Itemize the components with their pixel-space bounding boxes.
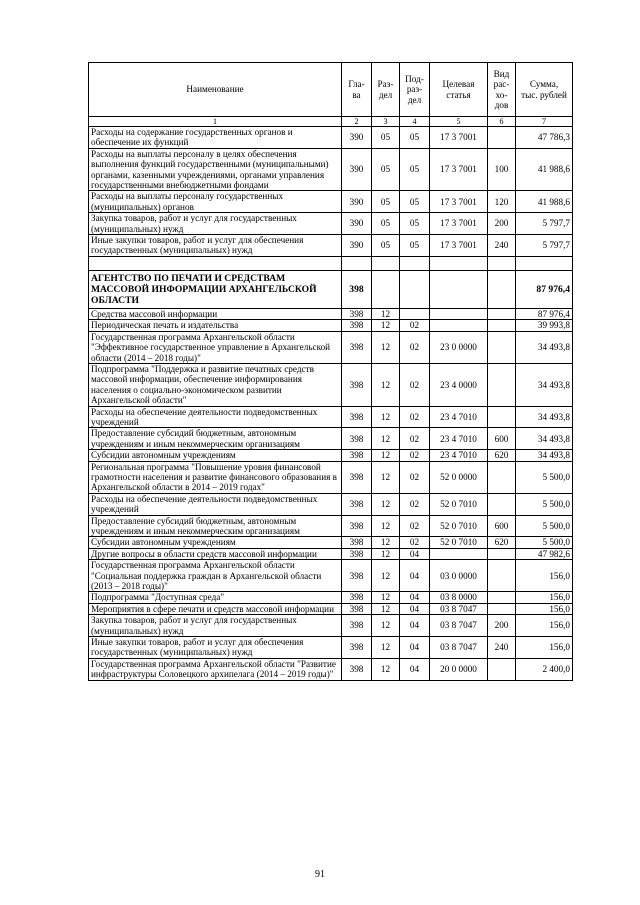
cell-glava: 390 xyxy=(342,213,372,235)
cell-summa: 34 493,8 xyxy=(516,363,573,406)
cell-summa: 156,0 xyxy=(516,592,573,603)
cell-statya xyxy=(430,320,488,331)
cell-statya: 23 4 7010 xyxy=(430,450,488,461)
cell-name: Расходы на обеспечение деятельности подведомственных учреждений xyxy=(89,493,342,515)
cell-name: Другие вопросы в области средств массовой информации xyxy=(89,548,342,559)
col-header-glava: Гла- ва xyxy=(342,63,372,117)
cell-podrazdel: 05 xyxy=(400,235,430,257)
column-number: 1 xyxy=(89,117,342,127)
cell-statya xyxy=(430,548,488,559)
column-number: 5 xyxy=(430,117,488,127)
cell-podrazdel: 02 xyxy=(400,428,430,450)
table-row xyxy=(89,213,573,235)
cell-razdel: 12 xyxy=(372,493,400,515)
cell-razdel: 12 xyxy=(372,658,400,680)
cell-podrazdel: 04 xyxy=(400,592,430,603)
cell-name: Закупка товаров, работ и услуг для государственных (муниципальных) нужд xyxy=(89,213,342,235)
cell-name: Закупка товаров, работ и услуг для государственных (муниципальных) нужд xyxy=(89,615,342,637)
cell-summa: 34 493,8 xyxy=(516,331,573,363)
cell-summa: 47 982,6 xyxy=(516,548,573,559)
cell-summa: 5 500,0 xyxy=(516,461,573,493)
cell-name: Государственная программа Архангельской области "Социальная поддержка граждан в Архангельской области (2013 – 2018 годы)" xyxy=(89,560,342,592)
table-row xyxy=(89,615,573,637)
table-row xyxy=(89,560,573,592)
cell-podrazdel xyxy=(400,256,430,270)
cell-summa: 156,0 xyxy=(516,637,573,659)
cell-vid: 600 xyxy=(488,428,516,450)
cell-glava: 398 xyxy=(342,461,372,493)
column-number: 6 xyxy=(488,117,516,127)
table-row xyxy=(89,308,573,319)
cell-vid xyxy=(488,127,516,149)
table-row xyxy=(89,537,573,548)
cell-statya: 17 3 7001 xyxy=(430,213,488,235)
cell-glava: 398 xyxy=(342,363,372,406)
cell-statya: 23 4 7010 xyxy=(430,428,488,450)
table-row xyxy=(89,493,573,515)
cell-vid xyxy=(488,592,516,603)
cell-name: Иные закупки товаров, работ и услуг для обеспечения государственных (муниципальных) нужд xyxy=(89,637,342,659)
cell-razdel: 12 xyxy=(372,406,400,428)
cell-razdel: 12 xyxy=(372,548,400,559)
cell-glava: 398 xyxy=(342,406,372,428)
table-row xyxy=(89,515,573,537)
cell-name: Расходы на обеспечение деятельности подведомственных учреждений xyxy=(89,406,342,428)
cell-podrazdel: 02 xyxy=(400,331,430,363)
cell-name: Государственная программа Архангельской области "Развитие инфраструктуры Соловецкого архипелага (2014 – 2019 годы)" xyxy=(89,658,342,680)
cell-razdel: 12 xyxy=(372,308,400,319)
table-row xyxy=(89,461,573,493)
cell-name: Предоставление субсидий бюджетным, автономным учреждениям и иным некоммерческим организациям xyxy=(89,515,342,537)
cell-summa: 5 500,0 xyxy=(516,537,573,548)
cell-razdel: 05 xyxy=(372,191,400,213)
cell-podrazdel: 02 xyxy=(400,515,430,537)
cell-glava: 398 xyxy=(342,603,372,614)
column-number: 3 xyxy=(372,117,400,127)
cell-vid xyxy=(488,406,516,428)
table-row xyxy=(89,256,573,270)
cell-podrazdel: 02 xyxy=(400,320,430,331)
cell-podrazdel: 04 xyxy=(400,615,430,637)
cell-glava: 398 xyxy=(342,428,372,450)
cell-vid: 200 xyxy=(488,213,516,235)
cell-glava xyxy=(342,256,372,270)
cell-glava: 398 xyxy=(342,637,372,659)
cell-razdel: 05 xyxy=(372,213,400,235)
cell-vid: 600 xyxy=(488,515,516,537)
cell-podrazdel: 05 xyxy=(400,148,430,191)
header-row xyxy=(89,63,573,117)
cell-name: Средства массовой информации xyxy=(89,308,342,319)
cell-vid: 100 xyxy=(488,148,516,191)
cell-razdel: 12 xyxy=(372,363,400,406)
cell-summa: 156,0 xyxy=(516,560,573,592)
cell-name: Подпрограмма "Поддержка и развитие печатных средств массовой информации, обеспечение информирования населения о социально-экономическом развитии Архангельской области" xyxy=(89,363,342,406)
cell-podrazdel: 05 xyxy=(400,191,430,213)
cell-name: Расходы на выплаты персоналу государственных (муниципальных) органов xyxy=(89,191,342,213)
budget-table xyxy=(88,62,573,681)
cell-podrazdel: 02 xyxy=(400,493,430,515)
cell-razdel: 05 xyxy=(372,148,400,191)
cell-podrazdel: 02 xyxy=(400,537,430,548)
cell-vid xyxy=(488,363,516,406)
cell-name xyxy=(89,256,342,270)
cell-podrazdel: 04 xyxy=(400,560,430,592)
cell-statya: 23 0 0000 xyxy=(430,331,488,363)
cell-vid: 620 xyxy=(488,537,516,548)
cell-summa: 34 493,8 xyxy=(516,450,573,461)
col-header-vid: Вид рас- хо- дов xyxy=(488,63,516,117)
table-row xyxy=(89,428,573,450)
cell-glava: 398 xyxy=(342,592,372,603)
column-number: 7 xyxy=(516,117,573,127)
cell-statya: 17 3 7001 xyxy=(430,191,488,213)
page-number: 91 xyxy=(315,869,325,880)
cell-statya: 03 8 7047 xyxy=(430,637,488,659)
cell-summa: 5 500,0 xyxy=(516,493,573,515)
cell-razdel: 12 xyxy=(372,603,400,614)
cell-summa: 156,0 xyxy=(516,603,573,614)
cell-summa: 87 976,4 xyxy=(516,270,573,308)
cell-glava: 390 xyxy=(342,127,372,149)
cell-vid xyxy=(488,658,516,680)
cell-name: Государственная программа Архангельской области "Эффективное государственное управление в Архангельской области (2014 – 2018 годы)" xyxy=(89,331,342,363)
cell-razdel: 12 xyxy=(372,592,400,603)
cell-statya xyxy=(430,256,488,270)
cell-vid xyxy=(488,308,516,319)
table-body xyxy=(89,127,573,681)
cell-statya: 03 8 7047 xyxy=(430,615,488,637)
cell-vid xyxy=(488,548,516,559)
cell-vid: 620 xyxy=(488,450,516,461)
column-number-row xyxy=(89,117,573,127)
cell-statya: 52 0 0000 xyxy=(430,461,488,493)
cell-name: Расходы на содержание государственных органов и обеспечение их функций xyxy=(89,127,342,149)
cell-vid xyxy=(488,603,516,614)
cell-podrazdel: 04 xyxy=(400,637,430,659)
col-header-summa: Сумма, тыс. рублей xyxy=(516,63,573,117)
cell-summa: 5 500,0 xyxy=(516,515,573,537)
cell-podrazdel xyxy=(400,308,430,319)
cell-statya xyxy=(430,308,488,319)
column-number: 4 xyxy=(400,117,430,127)
cell-summa: 5 797,7 xyxy=(516,235,573,257)
col-header-statya: Целевая статья xyxy=(430,63,488,117)
cell-summa: 47 786,3 xyxy=(516,127,573,149)
cell-glava: 398 xyxy=(342,493,372,515)
cell-name: Периодическая печать и издательства xyxy=(89,320,342,331)
cell-name: Субсидии автономным учреждениям xyxy=(89,537,342,548)
cell-glava: 398 xyxy=(342,270,372,308)
cell-glava: 398 xyxy=(342,331,372,363)
cell-glava: 398 xyxy=(342,537,372,548)
cell-razdel: 12 xyxy=(372,450,400,461)
cell-podrazdel xyxy=(400,270,430,308)
cell-glava: 398 xyxy=(342,515,372,537)
cell-summa: 87 976,4 xyxy=(516,308,573,319)
cell-statya: 20 0 0000 xyxy=(430,658,488,680)
cell-podrazdel: 02 xyxy=(400,406,430,428)
cell-podrazdel: 04 xyxy=(400,603,430,614)
cell-vid xyxy=(488,256,516,270)
cell-summa: 34 493,8 xyxy=(516,428,573,450)
table-row xyxy=(89,450,573,461)
cell-statya: 17 3 7001 xyxy=(430,235,488,257)
table-row xyxy=(89,331,573,363)
cell-name: АГЕНТСТВО ПО ПЕЧАТИ И СРЕДСТВАМ МАССОВОЙ ИНФОРМАЦИИ АРХАНГЕЛЬСКОЙ ОБЛАСТИ xyxy=(89,270,342,308)
col-header-podrazdel: Под- раз- дел xyxy=(400,63,430,117)
cell-vid xyxy=(488,270,516,308)
cell-statya: 17 3 7001 xyxy=(430,127,488,149)
cell-statya: 23 4 0000 xyxy=(430,363,488,406)
cell-summa: 34 493,8 xyxy=(516,406,573,428)
cell-glava: 398 xyxy=(342,308,372,319)
cell-podrazdel: 05 xyxy=(400,213,430,235)
cell-razdel: 05 xyxy=(372,127,400,149)
cell-razdel: 12 xyxy=(372,428,400,450)
table-row xyxy=(89,637,573,659)
cell-razdel xyxy=(372,256,400,270)
cell-statya: 52 0 7010 xyxy=(430,493,488,515)
cell-name: Региональная программа "Повышение уровня финансовой грамотности населения и развитие финансового образования в Архангельской области в 2014 – 2019 годах" xyxy=(89,461,342,493)
cell-statya: 03 8 7047 xyxy=(430,603,488,614)
cell-summa: 41 988,6 xyxy=(516,191,573,213)
cell-statya: 17 3 7001 xyxy=(430,148,488,191)
table-row xyxy=(89,406,573,428)
cell-summa: 5 797,7 xyxy=(516,213,573,235)
col-header-razdel: Раз- дел xyxy=(372,63,400,117)
cell-razdel: 05 xyxy=(372,235,400,257)
cell-statya: 52 0 7010 xyxy=(430,515,488,537)
cell-podrazdel: 02 xyxy=(400,450,430,461)
cell-summa: 2 400,0 xyxy=(516,658,573,680)
table-row xyxy=(89,658,573,680)
cell-razdel: 12 xyxy=(372,560,400,592)
table-row xyxy=(89,148,573,191)
cell-vid xyxy=(488,493,516,515)
cell-podrazdel: 05 xyxy=(400,127,430,149)
cell-statya xyxy=(430,270,488,308)
table-row xyxy=(89,127,573,149)
cell-summa: 39 993,8 xyxy=(516,320,573,331)
table-row xyxy=(89,320,573,331)
cell-glava: 398 xyxy=(342,450,372,461)
cell-summa xyxy=(516,256,573,270)
table-row xyxy=(89,592,573,603)
cell-glava: 398 xyxy=(342,320,372,331)
cell-statya: 23 4 7010 xyxy=(430,406,488,428)
cell-name: Субсидии автономным учреждениям xyxy=(89,450,342,461)
cell-name: Иные закупки товаров, работ и услуг для обеспечения государственных (муниципальных) нужд xyxy=(89,235,342,257)
cell-podrazdel: 02 xyxy=(400,461,430,493)
cell-statya: 03 8 0000 xyxy=(430,592,488,603)
table-row xyxy=(89,603,573,614)
cell-summa: 156,0 xyxy=(516,615,573,637)
cell-podrazdel: 02 xyxy=(400,363,430,406)
cell-summa: 41 988,6 xyxy=(516,148,573,191)
cell-name: Мероприятия в сфере печати и средств массовой информации xyxy=(89,603,342,614)
cell-razdel: 12 xyxy=(372,637,400,659)
cell-vid xyxy=(488,560,516,592)
cell-glava: 390 xyxy=(342,148,372,191)
cell-razdel: 12 xyxy=(372,331,400,363)
cell-glava: 398 xyxy=(342,615,372,637)
cell-vid: 240 xyxy=(488,235,516,257)
cell-razdel: 12 xyxy=(372,515,400,537)
cell-name: Расходы на выплаты персоналу в целях обеспечения выполнения функций государственными (муниципальными) органами, казенными учреждениями, органами управления государственными внебюджетными фондами xyxy=(89,148,342,191)
cell-razdel: 12 xyxy=(372,461,400,493)
cell-statya: 03 0 0000 xyxy=(430,560,488,592)
cell-razdel xyxy=(372,270,400,308)
cell-glava: 398 xyxy=(342,548,372,559)
cell-glava: 390 xyxy=(342,191,372,213)
table-row xyxy=(89,235,573,257)
cell-vid: 120 xyxy=(488,191,516,213)
cell-razdel: 12 xyxy=(372,320,400,331)
cell-podrazdel: 04 xyxy=(400,548,430,559)
cell-glava: 390 xyxy=(342,235,372,257)
cell-glava: 398 xyxy=(342,560,372,592)
cell-statya: 52 0 7010 xyxy=(430,537,488,548)
cell-vid: 200 xyxy=(488,615,516,637)
table-row xyxy=(89,270,573,308)
cell-glava: 398 xyxy=(342,658,372,680)
cell-vid xyxy=(488,320,516,331)
column-number: 2 xyxy=(342,117,372,127)
col-header-name: Наименование xyxy=(89,63,342,117)
cell-vid xyxy=(488,331,516,363)
table-row xyxy=(89,548,573,559)
table-row xyxy=(89,363,573,406)
cell-vid: 240 xyxy=(488,637,516,659)
cell-razdel: 12 xyxy=(372,537,400,548)
cell-podrazdel: 04 xyxy=(400,658,430,680)
cell-name: Предоставление субсидий бюджетным, автономным учреждениям и иным некоммерческим организациям xyxy=(89,428,342,450)
cell-razdel: 12 xyxy=(372,615,400,637)
table-row xyxy=(89,191,573,213)
cell-vid xyxy=(488,461,516,493)
cell-name: Подпрограмма "Доступная среда" xyxy=(89,592,342,603)
